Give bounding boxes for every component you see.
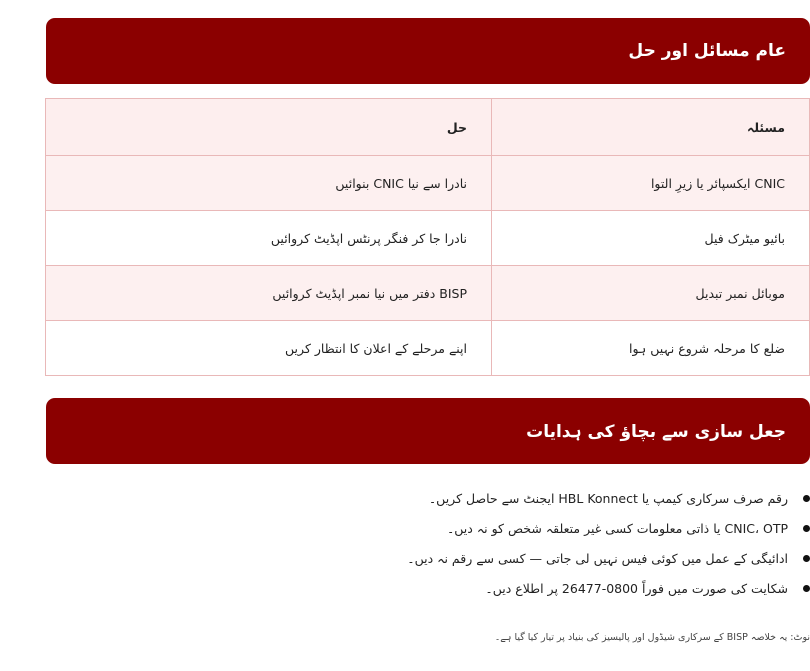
tip-text: ادائیگی کے عمل میں کوئی فیس نہیں لی جاتی — کسی سے رقم نہ دیں۔ [407, 551, 788, 566]
tip-text: CNIC، OTP یا ذاتی معلومات کسی غیر متعلقہ شخص کو نہ دیں۔ [446, 521, 788, 536]
table-row [46, 211, 810, 266]
tip-text: شکایت کی صورت میں فوراً 0800-26477 پر اطلاع دیں۔ [485, 581, 788, 596]
footnote: نوٹ: یہ خلاصہ BISP کے سرکاری شیڈول اور پالیسیز کی بنیاد پر تیار کیا گیا ہے۔ [494, 632, 810, 643]
solution-cell: اپنے مرحلے کے اعلان کا انتظار کریں [46, 321, 492, 376]
table-row [46, 156, 810, 211]
bullet-icon [803, 525, 810, 532]
page-content [17, 18, 810, 643]
problem-cell: موبائل نمبر تبدیل [492, 266, 810, 321]
issues-table [45, 98, 810, 376]
bullet-icon [803, 495, 810, 502]
solution-cell: نادرا جا کر فنگر پرنٹس اپڈیٹ کروائیں [46, 211, 492, 266]
solution-cell: نادرا سے نیا CNIC بنوائیں [46, 156, 492, 211]
fraud-section-title: جعل سازی سے بچاؤ کی ہدایات [526, 421, 786, 442]
solution-cell: BISP دفتر میں نیا نمبر اپڈیٹ کروائیں [46, 266, 492, 321]
tip-text: رقم صرف سرکاری کیمپ یا HBL Konnect ایجنٹ سے حاصل کریں۔ [428, 491, 788, 506]
problem-cell: CNIC ایکسپائر یا زیرِ التوا [492, 156, 810, 211]
list-item [20, 516, 810, 546]
column-header-problem: مسئلہ [492, 99, 810, 156]
fraud-tips-list [20, 486, 810, 606]
fraud-section-header [46, 398, 810, 464]
table-header-row [46, 99, 810, 156]
list-item [20, 576, 810, 606]
list-item [20, 486, 810, 516]
problem-cell: بائیو میٹرک فیل [492, 211, 810, 266]
bullet-icon [803, 585, 810, 592]
problem-cell: ضلع کا مرحلہ شروع نہیں ہوا [492, 321, 810, 376]
bullet-icon [803, 555, 810, 562]
issues-section-header [46, 18, 810, 84]
table-row [46, 266, 810, 321]
issues-section-title: عام مسائل اور حل [628, 41, 786, 61]
list-item [20, 546, 810, 576]
column-header-solution: حل [46, 99, 492, 156]
table-row [46, 321, 810, 376]
